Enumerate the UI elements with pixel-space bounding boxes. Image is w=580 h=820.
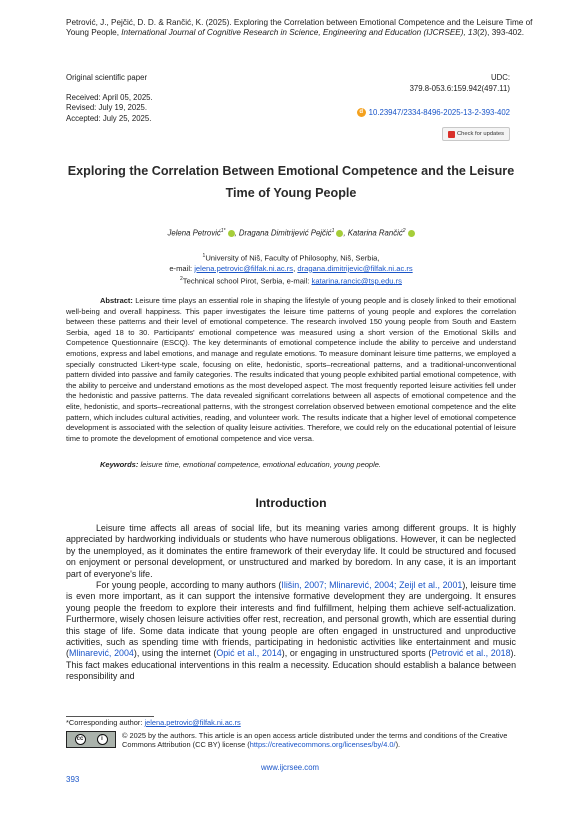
text-run: ), or engaging in unstructured sports (: [281, 648, 432, 659]
udc-label: UDC:: [490, 73, 510, 82]
license-block: [66, 731, 516, 750]
email-link-2[interactable]: dragana.dimitrijevic@filfak.ni.ac.rs: [297, 263, 413, 273]
affil-1: University of Niš, Faculty of Philosophy, Niš, Serbia,: [205, 253, 380, 263]
by-icon: i: [97, 734, 108, 745]
author-3-affil: 2: [402, 228, 406, 234]
license-pre: © 2025 by the authors. This article is an open access article distributed under the terms and conditions of the Creative Commons Attribution (CC BY) license (: [122, 731, 508, 750]
email-label: e-mail:: [169, 263, 195, 273]
page-number: 393: [66, 775, 80, 784]
body-text: [66, 523, 516, 683]
cc-by-badge[interactable]: [66, 731, 116, 748]
citation-link[interactable]: Petrović et al., 2018: [431, 648, 511, 659]
paper-title: Exploring the Correlation Between Emotional Competence and the Leisure Time of Young People: [67, 164, 515, 200]
author-2: , Dragana Dimitrijević Pejčić: [234, 228, 332, 238]
text-run: ), using the internet (: [133, 648, 217, 659]
paragraph-1: Leisure time affects all areas of social life, but its meaning varies among different groups. It is highly appreciated by hardworking individuals or students who have numerous obligations. However, it can be neglected by the unemployed, as it dominates the entire framework of their everyday life. It could be structured and focused on enjoyment or personal development, or unstructured and marked by boredom. In any case, it is an important part of everyone's life.: [66, 523, 516, 579]
text-run: ). This fact makes educational interventions in this realm a necessity. Education should establish a balance between responsibility and: [66, 648, 516, 682]
citation-link[interactable]: Mlinarević, 2004: [68, 648, 134, 659]
crossmark-icon: [448, 131, 455, 138]
affil-1-sup: 1: [202, 253, 206, 259]
citation-journal: International Journal of Cognitive Research in Science, Engineering and Education (IJCRSEE), 13: [121, 28, 478, 37]
paper-type: Original scientific paper: [66, 73, 148, 82]
check-for-updates-button[interactable]: [442, 127, 510, 141]
author-list: [66, 228, 516, 238]
citation-link[interactable]: Opić et al., 2014: [216, 648, 282, 659]
section-heading: Introduction: [255, 496, 327, 510]
received-date: Received: April 05, 2025.: [66, 92, 153, 102]
author-1-affil: 1*: [220, 228, 226, 234]
author-1: Jelena Petrović: [167, 228, 221, 238]
doi-text[interactable]: 10.23947/2334-8496-2025-13-2-393-402: [368, 108, 510, 117]
affil-2: Technical school Pirot, Serbia, e-mail:: [182, 276, 312, 286]
journal-website-link[interactable]: www.ijcrsee.com: [260, 763, 320, 772]
email-sep: ,: [293, 263, 298, 273]
abstract-label: Abstract:: [100, 296, 133, 305]
text-run: For young people, according to many authors (: [96, 580, 282, 591]
orcid-icon[interactable]: [228, 230, 235, 237]
affil-2-sup: 2: [180, 275, 183, 282]
accepted-date: Accepted: July 25, 2025.: [66, 113, 152, 123]
orcid-icon[interactable]: [408, 230, 415, 237]
meta-right: [410, 73, 510, 94]
cc-icon: cc: [75, 734, 86, 745]
keywords-label: Keywords:: [100, 460, 139, 469]
udc-value: 379.8-053.6:159.942(497.11): [409, 83, 510, 93]
affiliations: [66, 251, 516, 287]
paragraph-2: [66, 580, 516, 683]
footnote-divider: [66, 716, 154, 717]
abstract-text: Leisure time plays an essential role in shaping the lifestyle of young people and is closely linked to their emotional well-being and overall happiness. This paper investigates the leisure time patterns of young people and explores the correlation between these patterns and their level of emotional competence. The research involved 150 young people from South and Eastern Serbia, aged 18 to 30. Participants' emotional competence was measured using a short version of the Emotional Skills and Competence Questionnaire (ESCQ). The key determinants of emotional competence include the ability to perceive and understand emotions, express and label emotions, and manage and regulate emotions. To measure dominant leisure time patterns, we employed a specially constructed Likert-type scale, focusing on elite, hedonistic, sports–recreational patterns, and a traditional-unconventional pattern divided into passive and family categories. The results indicated that young people exhibited partial emotional competence, with the ability to perceive and understand emotions as the most developed aspect. The most frequently reported leisure activities fell under the hedonistic and passive patterns. The data revealed significant correlations between all aspects of emotional competence and the elite, hedonistic, and sports–recreational patterns, with the strongest correlation observed between emotional competence and the elite pattern, which includes cultural activities, reading, and volunteer work. The results indicate that a higher level of emotional competence development is associated with the selection of quality leisure activities. Therefore, we could rely on the educational potential of leisure time to promote the development of emotional competence and vice versa.: [66, 296, 516, 443]
email-link-1[interactable]: jelena.petrovic@filfak.ni.ac.rs: [194, 263, 294, 273]
author-2-affil: 1: [331, 228, 335, 234]
text-run: ), leisure time is even more important, as it can support the intensive formative development they are undergoing. It ensures young people the freedom to explore their interests and find fulfillment, helping them achieve self-actualization. Furthermore, wisely chosen leisure activities offer rest, recreation, and personal growth, which are essential during this stage of life. Some data indicate that young people are often engaged in unstructured and unproductive activities, such as spending time with friends, participating in hedonistic activities like entertainment and music (: [66, 580, 516, 659]
citation-post: (2), 393-402.: [477, 28, 525, 37]
license-post: ).: [395, 740, 401, 750]
license-text: [122, 731, 516, 750]
email-link-3[interactable]: katarina.rancic@tsp.edu.rs: [311, 276, 402, 286]
corresponding-author: [66, 718, 241, 727]
check-for-updates-label: Check for updates: [456, 131, 505, 137]
corr-label: *Corresponding author:: [66, 718, 145, 727]
citation-pre: Petrović, J., Pejčić, D. D. & Rančić, K. (2025). Exploring the Correlation between Emotional Competence and the Leisure Time of Young People,: [66, 18, 533, 37]
abstract: [66, 296, 516, 444]
author-3: , Katarina Rančić: [343, 228, 403, 238]
citation: [66, 18, 536, 38]
keywords-text: leisure time, emotional competence, emotional education, young people.: [140, 460, 382, 469]
revised-date: Revised: July 19, 2025.: [66, 103, 148, 112]
doi-icon: d: [357, 108, 366, 117]
meta-left: [66, 73, 153, 124]
license-link[interactable]: https://creativecommons.org/licenses/by/4.0/: [249, 740, 396, 750]
citation-link[interactable]: Ilišin, 2007; Mlinarević, 2004; Zeijl et al., 2001: [281, 580, 463, 591]
keywords: [100, 460, 516, 469]
corr-email-link[interactable]: jelena.petrovic@filfak.ni.ac.rs: [144, 718, 241, 727]
doi-link[interactable]: [357, 108, 510, 117]
